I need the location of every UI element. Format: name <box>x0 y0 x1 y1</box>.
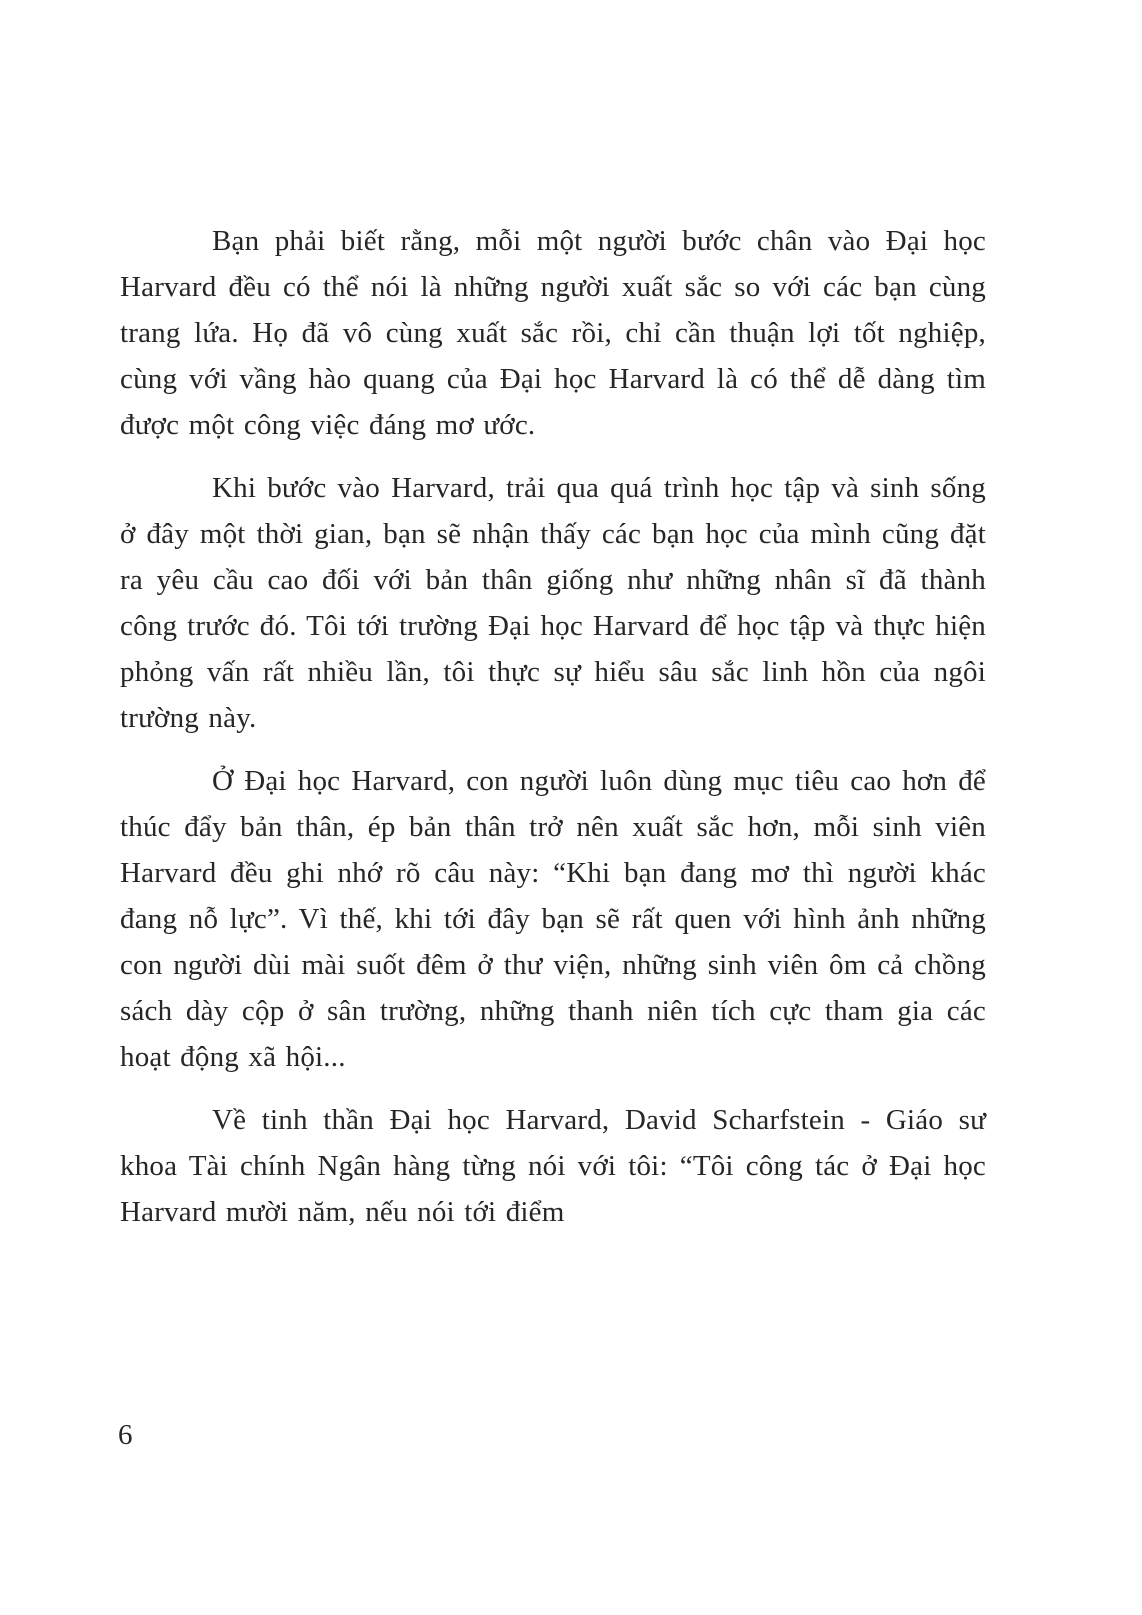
page-number: 6 <box>118 1419 133 1451</box>
text-block <box>120 218 986 1252</box>
paragraph-2: Khi bước vào Harvard, trải qua quá trình học tập và sinh sống ở đây một thời gian, bạn sẽ nhận thấy các bạn học của mình cũng đặt ra yêu cầu cao đối với bản thân giống như những nhân sĩ đã thành công trước đó. Tôi tới trường Đại học Harvard để học tập và thực hiện phỏng vấn rất nhiều lần, tôi thực sự hiểu sâu sắc linh hồn của ngôi trường này. <box>120 472 986 734</box>
paragraph-1: Bạn phải biết rằng, mỗi một người bước chân vào Đại học Harvard đều có thể nói là những người xuất sắc so với các bạn cùng trang lứa. Họ đã vô cùng xuất sắc rồi, chỉ cần thuận lợi tốt nghiệp, cùng với vầng hào quang của Đại học Harvard là có thể dễ dàng tìm được một công việc đáng mơ ước. <box>120 225 986 441</box>
paragraph-4: Về tinh thần Đại học Harvard, David Scharfstein - Giáo sư khoa Tài chính Ngân hàng từng nói với tôi: “Tôi công tác ở Đại học Harvard mười năm, nếu nói tới điểm <box>120 1104 986 1228</box>
paragraph-3: Ở Đại học Harvard, con người luôn dùng mục tiêu cao hơn để thúc đẩy bản thân, ép bản thân trở nên xuất sắc hơn, mỗi sinh viên Harvard đều ghi nhớ rõ câu này: “Khi bạn đang mơ thì người khác đang nỗ lực”. Vì thế, khi tới đây bạn sẽ rất quen với hình ảnh những con người dùi mài suốt đêm ở thư viện, những sinh viên ôm cả chồng sách dày cộp ở sân trường, những thanh niên tích cực tham gia các hoạt động xã hội... <box>120 765 986 1073</box>
